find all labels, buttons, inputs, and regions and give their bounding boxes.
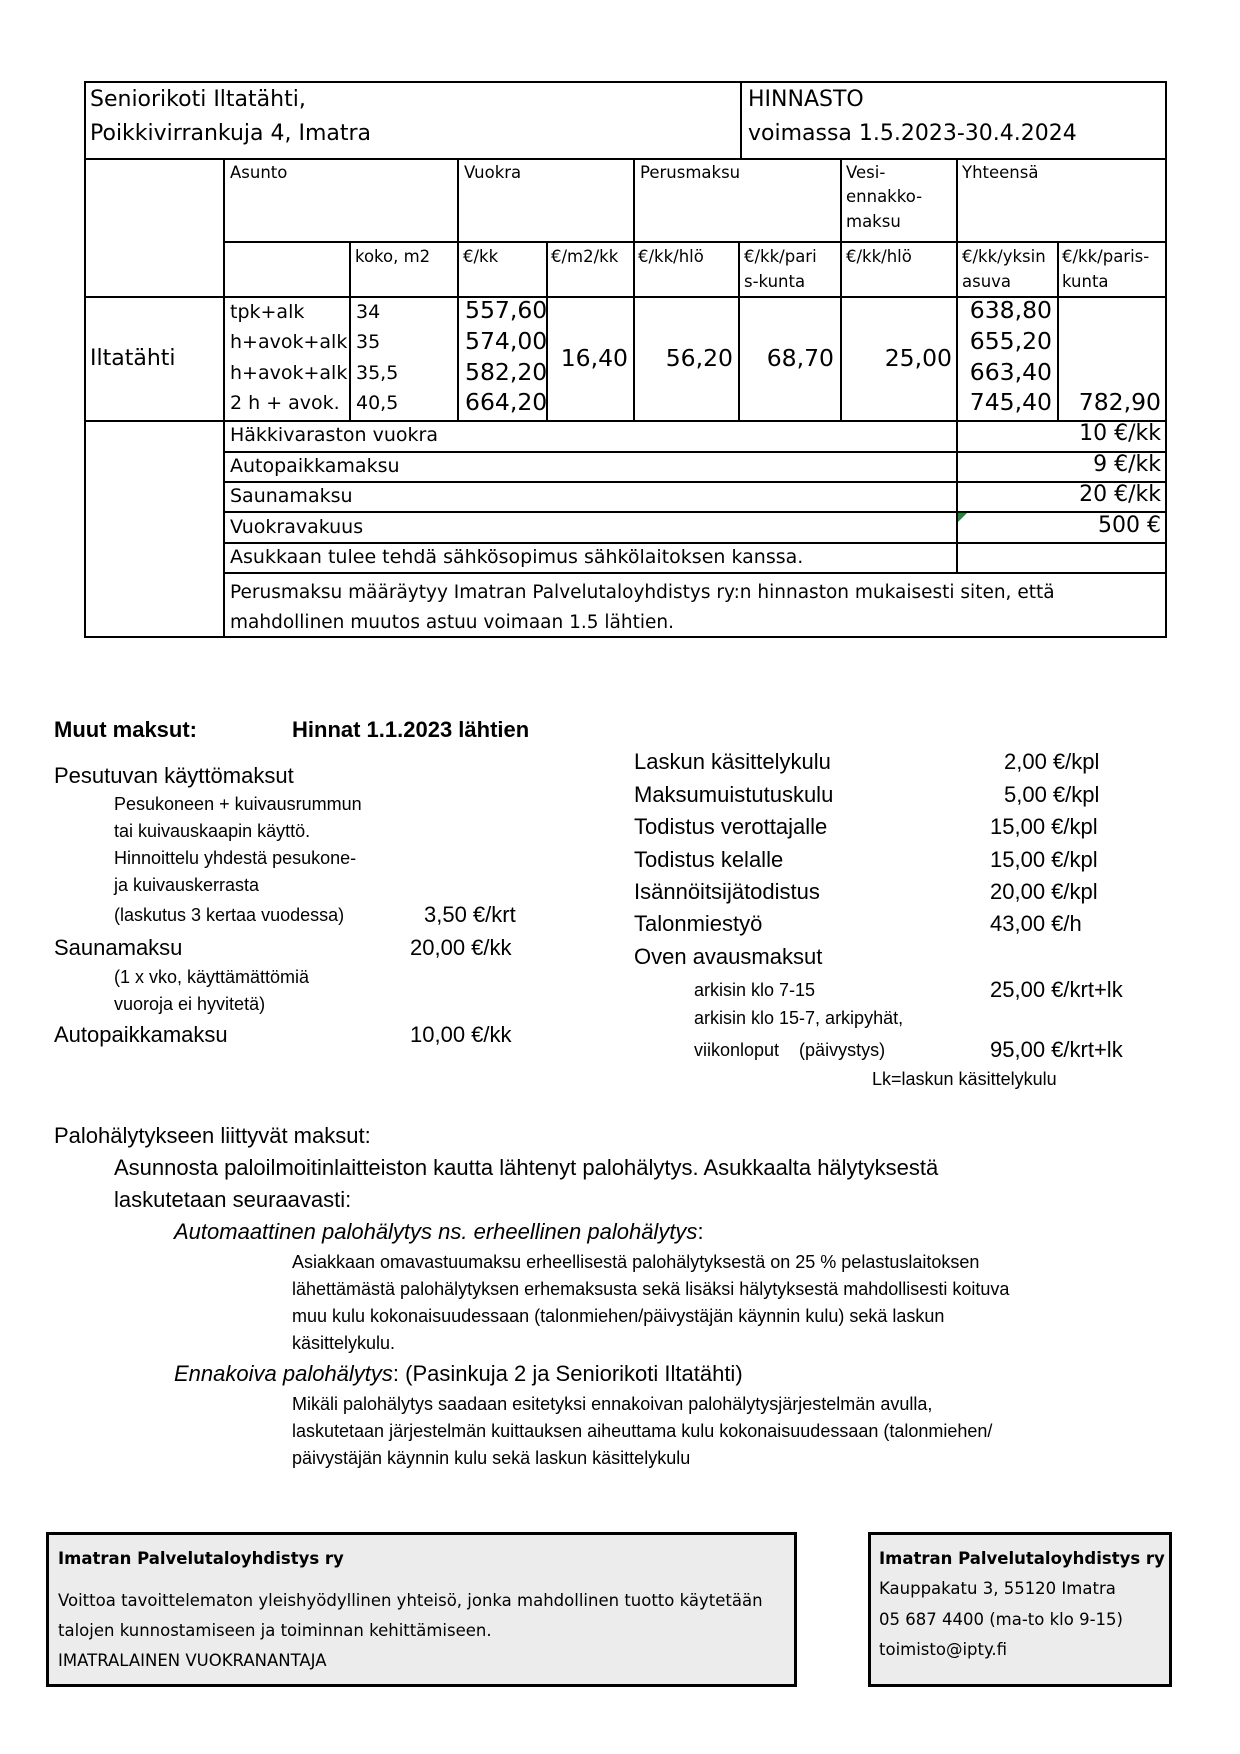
col-paris-1: €/kk/pari (744, 247, 817, 266)
apartment-rent: 557,60 (465, 296, 548, 324)
col-yksin-1: €/kk/yksin (962, 247, 1046, 266)
laundry-desc: tai kuivauskaapin käyttö. (114, 821, 311, 841)
col-yhteensa: Yhteensä (962, 163, 1039, 182)
pre-alarm-text: päivystäjän käynnin kulu sekä laskun käsittelykulu (292, 1448, 691, 1468)
lk-note: Lk=laskun käsittelykulu (872, 1069, 1057, 1089)
fire-title: Palohälytykseen liittyvät maksut: (54, 1123, 371, 1148)
col-yksin-2: asuva (962, 272, 1012, 291)
col-eur-kk: €/kk (463, 247, 499, 266)
door-evening: arkisin klo 15-7, arkipyhät, (694, 1008, 904, 1028)
extra-label: Autopaikkamaksu (230, 455, 400, 477)
door-weekday: arkisin klo 7-15 (694, 980, 816, 1000)
auto-alarm-text: muu kulu kokonaisuudessaan (talonmiehen/päivystäjän käynnin kulu) sekä laskun (292, 1306, 945, 1326)
footer-org-info (46, 1532, 797, 1687)
parking-title: Autopaikkamaksu (54, 1022, 228, 1047)
col-vuokra: Vuokra (464, 163, 522, 182)
fee-price: 15,00 €/kpl (990, 847, 1098, 872)
total-couple: 782,90 (1078, 388, 1161, 416)
footer-org-tagline: IMATRALAINEN VUOKRANANTAJA (58, 1651, 327, 1670)
table-divider (84, 158, 1167, 160)
auto-alarm-text: lähettämästä palohälytyksen erhemaksusta sekä lisäksi hälytyksestä mahdollisesti koituva (292, 1279, 1010, 1299)
footer-org-title: Imatran Palvelutaloyhdistys ry (58, 1549, 344, 1568)
extra-label: Saunamaksu (230, 485, 353, 507)
other-fees-title: Muut maksut: (54, 717, 197, 742)
fee-label: Laskun käsittelykulu (634, 749, 831, 774)
electricity-note: Asukkaan tulee tehdä sähkösopimus sähkölaitoksen kanssa. (230, 546, 804, 568)
apartment-size: 40,5 (356, 392, 399, 414)
extra-label: Häkkivaraston vuokra (230, 424, 438, 446)
prices-from: Hinnat 1.1.2023 lähtien (292, 717, 530, 742)
col-perusmaksu: Perusmaksu (640, 163, 741, 182)
door-evening: viikonloput (päivystys) (694, 1040, 886, 1060)
extra-price: 500 € (1098, 513, 1161, 538)
apartment-type: h+avok+alk (230, 362, 348, 384)
col-vesi-unit: €/kk/hlö (846, 247, 912, 266)
auto-alarm-text: Asiakkaan omavastuumaksu erheellisestä palohälytyksestä on 25 % pelastuslaitoksen (292, 1252, 980, 1272)
laundry-desc: ja kuivauskerrasta (114, 875, 260, 895)
total-single: 638,80 (969, 296, 1052, 324)
table-divider (223, 159, 225, 638)
fee-price: 5,00 €/kpl (1004, 782, 1100, 807)
door-fees-title: Oven avausmaksut (634, 944, 823, 969)
pre-alarm-title: Ennakoiva palohälytys (174, 1361, 393, 1386)
basic-fee-couple: 68,70 (766, 344, 834, 372)
table-divider (738, 242, 740, 421)
apartment-type: tpk+alk (230, 301, 305, 323)
pre-alarm-heading (174, 1361, 743, 1387)
fee-label: Todistus verottajalle (634, 814, 828, 839)
water-fee: 25,00 (884, 344, 952, 372)
sauna-desc: vuoroja ei hyvitetä) (114, 994, 266, 1014)
laundry-desc: Pesukoneen + kuivausrummun (114, 794, 362, 814)
col-eur-kk-hlo: €/kk/hlö (638, 247, 704, 266)
sauna-title: Saunamaksu (54, 935, 183, 960)
price-list-title: HINNASTO (748, 87, 864, 112)
laundry-desc: (laskutus 3 kertaa vuodessa) (114, 905, 345, 925)
col-eur-m2-kk: €/m2/kk (551, 247, 619, 266)
fee-label: Talonmiestyö (634, 911, 763, 936)
laundry-title: Pesutuvan käyttömaksut (54, 763, 294, 788)
table-divider (633, 159, 635, 421)
fee-label: Isännöitsijätodistus (634, 879, 820, 904)
total-single: 655,20 (969, 327, 1052, 355)
apartment-size: 35 (356, 331, 381, 353)
extra-price: 20 €/kk (1079, 482, 1161, 507)
m2-price: 16,40 (560, 344, 628, 372)
org-address: Poikkivirrankuja 4, Imatra (90, 121, 372, 146)
validity-period: voimassa 1.5.2023-30.4.2024 (748, 121, 1077, 146)
apartment-size: 35,5 (356, 362, 399, 384)
auto-alarm-heading (174, 1219, 704, 1245)
fee-price: 43,00 €/h (990, 911, 1082, 936)
footer-contact-title: Imatran Palvelutaloyhdistys ry (879, 1549, 1165, 1568)
table-divider (224, 572, 1167, 574)
sauna-desc: (1 x vko, käyttämättömiä (114, 967, 310, 987)
col-asunto: Asunto (230, 163, 288, 182)
apartment-type: 2 h + avok. (230, 392, 340, 414)
fire-intro: laskutetaan seuraavasti: (114, 1187, 352, 1212)
pre-alarm-rest: : (Pasinkuja 2 ja Seniorikoti Iltatähti) (392, 1361, 743, 1386)
footer-contact (868, 1532, 1172, 1687)
total-single: 745,40 (969, 388, 1052, 416)
price-table (84, 81, 1167, 638)
footer-org-desc: talojen kunnostamiseen ja toiminnan kehittämiseen. (58, 1621, 492, 1640)
footer-address: Kauppakatu 3, 55120 Imatra (879, 1579, 1116, 1598)
pre-alarm-text: laskutetaan järjestelmän kuittauksen aiheuttama kulu kokonaisuudessaan (talonmiehen/ (292, 1421, 993, 1441)
col-koko: koko, m2 (355, 247, 431, 266)
col-vesi-3: maksu (846, 212, 901, 231)
footer-org-desc: Voittoa tavoittelematon yleishyödyllinen yhteisö, jonka mahdollinen tuotto käytetään (58, 1591, 763, 1610)
table-divider (224, 542, 1167, 544)
fee-price: 20,00 €/kpl (990, 879, 1098, 904)
laundry-desc: Hinnoittelu yhdestä pesukone- (114, 848, 357, 868)
extra-price: 9 €/kk (1093, 452, 1161, 477)
extra-price: 10 €/kk (1079, 421, 1161, 446)
table-divider (740, 81, 742, 159)
auto-alarm-title: Automaattinen palohälytys ns. erheellinen palohälytys (174, 1219, 698, 1244)
apartment-size: 34 (356, 301, 381, 323)
table-divider (457, 159, 459, 421)
pre-alarm-text: Mikäli palohälytys saadaan esitetyksi ennakoivan palohälytysjärjestelmän avulla, (292, 1394, 933, 1414)
apartment-rent: 582,20 (465, 358, 548, 386)
laundry-price: 3,50 €/krt (424, 902, 516, 927)
fee-label: Maksumuistutuskulu (634, 782, 834, 807)
fee-price: 2,00 €/kpl (1004, 749, 1100, 774)
col-pariskunta-2: kunta (1062, 272, 1109, 291)
auto-alarm-text: käsittelykulu. (292, 1333, 396, 1353)
table-divider (224, 241, 1167, 243)
col-vesi-2: ennakko- (846, 187, 923, 206)
apartment-rent: 574,00 (465, 327, 548, 355)
auto-alarm-colon: : (697, 1219, 704, 1244)
col-paris-2: s-kunta (744, 272, 806, 291)
org-name: Seniorikoti Iltatähti, (90, 87, 306, 112)
table-divider (349, 242, 351, 421)
sauna-price: 20,00 €/kk (410, 935, 512, 960)
basic-fee-person: 56,20 (665, 344, 733, 372)
extra-label: Vuokravakuus (230, 516, 364, 538)
table-divider (840, 159, 842, 421)
apartment-type: h+avok+alk (230, 331, 348, 353)
door-weekday-price: 25,00 €/krt+lk (990, 977, 1123, 1002)
footer-email[interactable]: toimisto@ipty.fi (879, 1640, 1008, 1659)
col-vesi-1: Vesi- (846, 163, 886, 182)
fee-label: Todistus kelalle (634, 847, 784, 872)
apartment-rent: 664,20 (465, 388, 548, 416)
door-evening-price: 95,00 €/krt+lk (990, 1037, 1123, 1062)
parking-price: 10,00 €/kk (410, 1022, 512, 1047)
footer-phone: 05 687 4400 (ma-to klo 9-15) (879, 1610, 1123, 1629)
fee-price: 15,00 €/kpl (990, 814, 1098, 839)
fire-intro: Asunnosta paloilmoitinlaitteiston kautta lähtenyt palohälytys. Asukkaalta hälytyksestä (114, 1155, 939, 1180)
total-single: 663,40 (969, 358, 1052, 386)
property-name: Iltatähti (90, 346, 176, 371)
col-pariskunta-1: €/kk/paris- (1062, 247, 1150, 266)
basic-fee-note: Perusmaksu määräytyy Imatran Palvelutaloyhdistys ry:n hinnaston mukaisesti siten, että mahdollinen muutos astuu voimaan 1.5 lähtien. (230, 582, 1055, 633)
